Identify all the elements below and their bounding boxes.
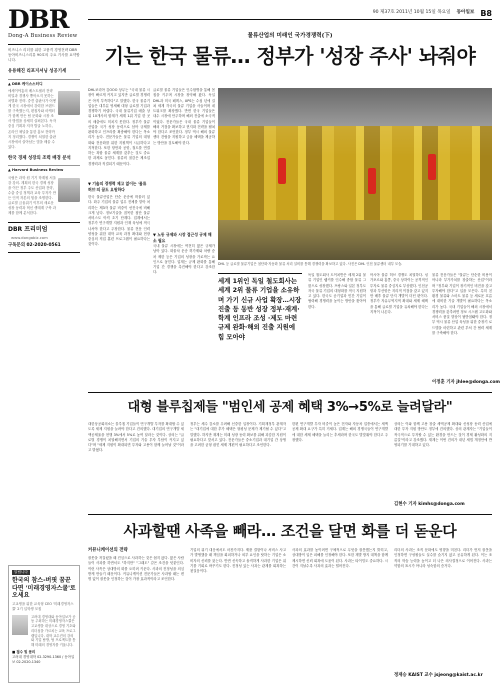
notice-title: 한국의 참스-버핏 꿈꾼다면 '미래경영자스쿨'로 오세요 [12, 577, 76, 600]
article3-column4: 리더의 사과는 조직 문화에도 영향을 미친다. 리더가 먼저 잘못을 인정하면 구성원들도 실수를 숨기지 않고 공유하게 된다. 이는 조직의 학습 능력을 높이고 더 나은 의사결정으로 이어진다. 사과는 약함의 표시가 아니라 성숙함의 증거다. [394, 548, 492, 568]
sidebar-item1-body: 에세이야흥의 베스트셀러 전략 비밀과 경쟁사 쫓아오지 못하는 차별화 전략. 중견 출판사가 어떻게 한국 시장에서 강력한 브랜드를 구축했는지, 편집자와 마케터가 함께 만든 팀 문화와 시장 조사 방법을 상세히 살펴본다. 독자 중심 기획과 저자 발굴 노하우, 온라인 채널을 통한 홍보 전략까지 정리했다. 경쟁이 치열한 출판 시장에서 살아남는 법을 배울 수 있다. [8, 88, 56, 149]
notice-contact [12, 650, 76, 665]
article1-column3: 독일 철도회사 도이치반은 세계 2위 물류 기업인 쉥커를 인수해 종합 물류 그룹으로 성장했다. 프랑스와 일본 정부도 자국 물류 기업의 대형화를 적극 지원하고 있다. 한국도 공기업과 민간 기업이 협력해 경쟁력을 높이는 방안을 찾아야 한다. [308, 273, 366, 309]
article1-column1-continued: 한국 물류산업은 단순 운송에 머물러 있다. 화주 기업의 물류 업무 전체를 맡아 처리하는 제3자 물류 비중이 선진국에 비해 크게 낮다. 정보기술을 접목한 첨단 물류 서비스도 아직 초기 단계다. 업계에서는 정부가 연구개발 지원과 인재 육성에 적극 나서야 한다고 주장한다. 물류 전문 인력 양성을 위한 대학 교육 과정 확대와 현장 중심의 직업 훈련 프로그램이 필요하다는 것이다. [88, 195, 150, 247]
article2-column2: 정부는 세수 감소를 우려해 신중한 입장이다. 기획재정부 관계자는 "대기업에 대한 추가 혜택은 형평성 문제가 제기될 수 있다"고 말했다. 하지만 재계는 미래 성장 동력 확보를 위해 과감한 지원이 필요하다고 맞서고 있다. 전문가들은 중소기업과 대기업 간 상생을 고려한 균형 잡힌 세제 개편이 필요하다고 조언한다. [190, 422, 286, 448]
article3-byline: 정재승 KAIST 교수 jsjeong@kaist.ac.kr [394, 673, 483, 678]
notice-contact-text: 고려대 경영대학 02-3290-1360 / 동아일보 02-2020-1340 [12, 654, 75, 664]
article3-column1: 잘못을 저질렀을 때 진심으로 사과하는 것은 쉽지 않다. 많은 사람들이 사과를 하면서도 "하지만" "그래도" 같은 조건을 덧붙인다. 이런 사족은 상대방의 화를 오히려 키운다. 사과의 진정성을 의심받게 만들기 때문이다. 커뮤니케이션 전문가들은 사과할 때는 변명 없이 잘못을 인정하는 것이 가장 효과적이라고 조언한다. [88, 556, 184, 582]
article1-column2-continued: 국내 물류 시장에는 여전히 많은 규제가 남아 있다. 화물차 운송 허가제와 차량 증차 제한 등은 기업의 성장을 가로막는 요인으로 꼽힌다. 업계는 규제 완화를 통해 기업 간 경쟁을 촉진해야 한다고 강조한다. [153, 244, 215, 275]
publication-name: 동아일보 [456, 10, 475, 16]
sidebar-item1-title: ▲ DBR 케이스스터디 [8, 81, 43, 86]
photo-caption: DHL 등 글로벌 물류기업은 첨단화·자동화 물류 처리 설비를 통해 경쟁력을 확보하고 있다. 사진은 DHL 인천 물류센터 내부 모습. [218, 262, 403, 266]
notice-advertisement [8, 565, 80, 683]
issue-date: 90 제37호 2011년 10월 15일 목요일 [372, 10, 451, 16]
article2-headline: 대형 블루칩제들 "범인세 공제 혜택 3%→5%로 늘려달라" [127, 400, 453, 415]
article2-column4: 상의는 이와 함께 고용 창출 세액공제 확대와 신성장 동력 산업에 대한 투자 지원 방안도 정부에 건의했다. 상의 관계자는 "기업들이 적극적으로 투자할 수 있는 환경을 만드는 것이 경제 활성화의 지름길"이라고 강조했다. 재계는 이번 건의가 내년 세법 개정안에 반영되기를 기대하고 있다. [394, 422, 492, 448]
article3-column-label: 커뮤니케이션의 전략 [88, 548, 128, 553]
dbr-premium-brand: DBR 프리미엄 [8, 226, 48, 234]
sidebar [8, 5, 80, 683]
article2-column1: 대한상공회의소는 블루칩 기업들이 연구개발 투자를 확대할 수 있도록 세제 지원을 늘려야 한다고 건의했다. 대기업의 연구개발 세액공제율을 현행 3%에서 5%로 높여 달라는 것이다. 상의는 "글로벌 경쟁이 치열해지면서 기업의 기술 투자 부담이 커지고 있다"며 "세제 지원이 확대되면 투자와 고용이 함께 늘어날 것"이라고 밝혔다. [88, 422, 184, 453]
dbr-premium-box [8, 222, 80, 253]
article1-pullquote: 세계 1위인 독일 철도회사는 세계 2위 물류 기업을 소유하며 가기 신규 사업 확장…시장 진출 등 동반 성장 정부·재계·학계 인프라 조성 ·제도 마련 규제 완화·해외 진출 지원에 힘 모아야 [218, 273, 302, 342]
notice-body: 고려대 경영대와 동아일보가 공동 주최하는 미래경영자스쿨은 고교생을 대상으로 경영 기초와 리더십을 가르치는 교육 프로그램입니다. 대학 교수진의 강의와 기업 탐방, 팀 프로젝트를 통해 미래의 경영자를 키웁니다. [31, 614, 76, 648]
article1-column4: 아시아 물류 허브 경쟁도 치열하다. 싱가포르와 홍콩, 중국 상하이는 공격적인 투자로 물류 중심지로 부상했다. 인천공항과 부산항은 지리적 이점을 갖고 있지만 배후 물류 단지 개발이 더딘 편이다. 정부가 자유무역지역 확대와 세제 혜택을 통해 글로벌 기업을 유치해야 한다는 지적이 나온다. [370, 273, 428, 314]
sidebar-section2-title: 한국 경제 성장의 조력 배경 분석 [8, 156, 71, 162]
dbr-logo-subtitle: Dong-A Business Review [8, 33, 80, 45]
notice-photo [12, 615, 28, 635]
article1-headline: 기는 한국 물류… 정부가 '성장 주사' 놔줘야 [104, 44, 476, 68]
sidebar-divider [8, 165, 80, 166]
article3-column3: 사과의 효과를 높이려면 구체적으로 무엇을 잘못했는지 밝히고, 상대방이 입은 피해를 인정해야 한다. 또한 재발 방지 대책을 함께 제시하면 신뢰 회복에 도움이 된다. 사과는 타이밍도 중요하다. 시간이 지날수록 사과의 효과는 떨어진다. [292, 548, 388, 568]
article1-subheading1: ▼ 기술의 경쟁력 제고 없이는 '물류 허브'의 꿈도 요원하다 [88, 181, 147, 192]
sidebar-book-cover [58, 178, 80, 202]
article1-subheading2: ▼ 노동 규제와 시장 접근성 규제 해소 필요 [153, 232, 212, 243]
article2-byline: 김현수 기자 kimhs@donga.com [394, 502, 465, 507]
article1-column2: 글로벌 물류 기업들은 인수합병을 통해 몸집을 키우며 시장을 장악해 왔다. 독일 DHL과 미국 페덱스, UPS는 수십 년에 걸쳐 세계 각국의 물류 기업을 사들이며 네트워크를 확장했다. 반면 한국 기업들은 내수 시장에 안주하며 해외 진출에 소극적이었다. 전문가들은 국내 물류 기업들이 해외 거점을 확보하고 현지화 전략을 펼쳐야 한다고 조언한다. 정부 역시 해외 물류 센터 건립을 지원하고 금융 혜택을 제공하는 방안을 검토해야 한다. [153, 88, 215, 145]
sidebar-divider [8, 79, 80, 80]
article1-column5: 물류 전문가들은 "물류는 단순한 비용이 아니라 부가가치를 창출하는 산업"이라며 "정부와 기업이 장기적인 비전을 갖고 투자해야 한다"고 입을 모은다. 특히 친환경 물류와 스마트 물류 등 새로운 흐름에 대비한 기술 개발이 필요하다는 목소리가 높다. 국내 기업들이 해외 시장에서 경쟁력을 갖추려면 정보 시스템 고도화와 서비스 품질 향상이 뒷받침돼야 한다. 정부 역시 물류 산업 육성을 위한 중장기 로드맵을 마련하고 관련 부처 간 협력 체계를 구축해야 한다. [432, 273, 492, 335]
article1-byline: 이정훈 기자 jhlee@donga.com [432, 380, 500, 385]
notice-contact-label: ■ 접수 및 문의 [12, 649, 36, 654]
section-divider [88, 514, 492, 515]
notice-tag: 알립니다 [14, 570, 28, 574]
sidebar-item2-title: ▲ Harvard Business Review [8, 168, 64, 173]
section-divider [88, 392, 492, 393]
dbr-premium-url[interactable]: www.dongabiz.com [11, 235, 48, 241]
article3-column2: 기업의 위기 대응에서도 마찬가지다. 제품 결함이나 서비스 사고가 발생했을 때 책임을 회피하거나 외부 요인을 탓하는 기업은 소비자의 신뢰를 잃는다. 반면 신속하고 솔직하게 사과한 기업은 위기를 기회로 바꾸기도 한다. 진정성 있는 사과는 관계를 회복하는 첫걸음이다. [190, 548, 286, 574]
article3-headline: 사과할땐 사족을 빼라… 조건을 달면 화를 더 돋운다 [123, 522, 457, 540]
article2-column3: 한편 연구개발 투자 비중이 높은 전자와 자동차 업종에서는 세액공제 확대 요구가 특히 거세다. 업계는 해외 경쟁국들이 연구개발에 대한 세제 혜택을 늘리는 추세라며 한국도 발맞춰야 한다고 주장했다. [292, 422, 388, 442]
sidebar-item2-body: 국립은 과학 원 기기 학계원 서울 강 강의. 계획의 한국 경제 성장을 이끈 정부 주도 산업화 전략, 수출 중심 정책과 교육 투자가 만든 인적 자본의 힘을 조명한다. 글로벌 금융위기 이후의 새로운 성장 동력과 혁신 생태계 구축 과제를 함께 분석한다. [8, 175, 56, 216]
notice-subtitle: 고교생을 위한 교육형 CEO '미래경영자스쿨' 2기 입학생 모집 [12, 601, 74, 611]
sidebar-section1-title: 유용해진 리포지셔닝 성공기세 [8, 69, 67, 75]
page-header [88, 8, 492, 20]
article1-column1: DHL코리아 김ООО 상무는 "국내 물류 시장이 빠르게 커지고 있지만 글로벌 경쟁력은 아직 부족하다"고 말했다. 한국 물류기업들은 대부분 영세해 대형 글로벌 기업과 경쟁하기 어렵다. 국내 물류기업 매출 상위 10개사의 합계가 세계 1위 기업 한 곳의 매출에도 미치지 못한다. 정부가 물류 산업을 국가 성장 동력으로 삼아 규제를 완화하고 인프라를 확충해야 한다는 목소리가 높다. 전문가들은 물류 기업의 대형화와 전문화를 위한 지원책이 시급하다고 지적한다. 또한 항만과 공항, 철도를 연결하는 복합 물류 체계를 갖추는 것도 중요한 과제로 꼽힌다. 물류비 절감은 제조업 경쟁력과 직결되기 때문이다. [88, 88, 150, 166]
sidebar-intro: 비즈니스 리더를 위한 고품격 경영전략 DBR 동아비즈니스리뷰 90호의 주요 기사를 요약합니다. [8, 47, 80, 62]
dbr-logo: DBR [8, 5, 69, 34]
article1-series-label: 물류산업의 미래인 국가경쟁력(下) [247, 33, 333, 39]
logistics-warehouse-photo [218, 88, 492, 260]
dbr-subscription-phone: 구독문의 02-2020-0561 [8, 242, 61, 248]
page-number: B8 [480, 8, 492, 18]
sidebar-portrait-photo [58, 91, 80, 115]
